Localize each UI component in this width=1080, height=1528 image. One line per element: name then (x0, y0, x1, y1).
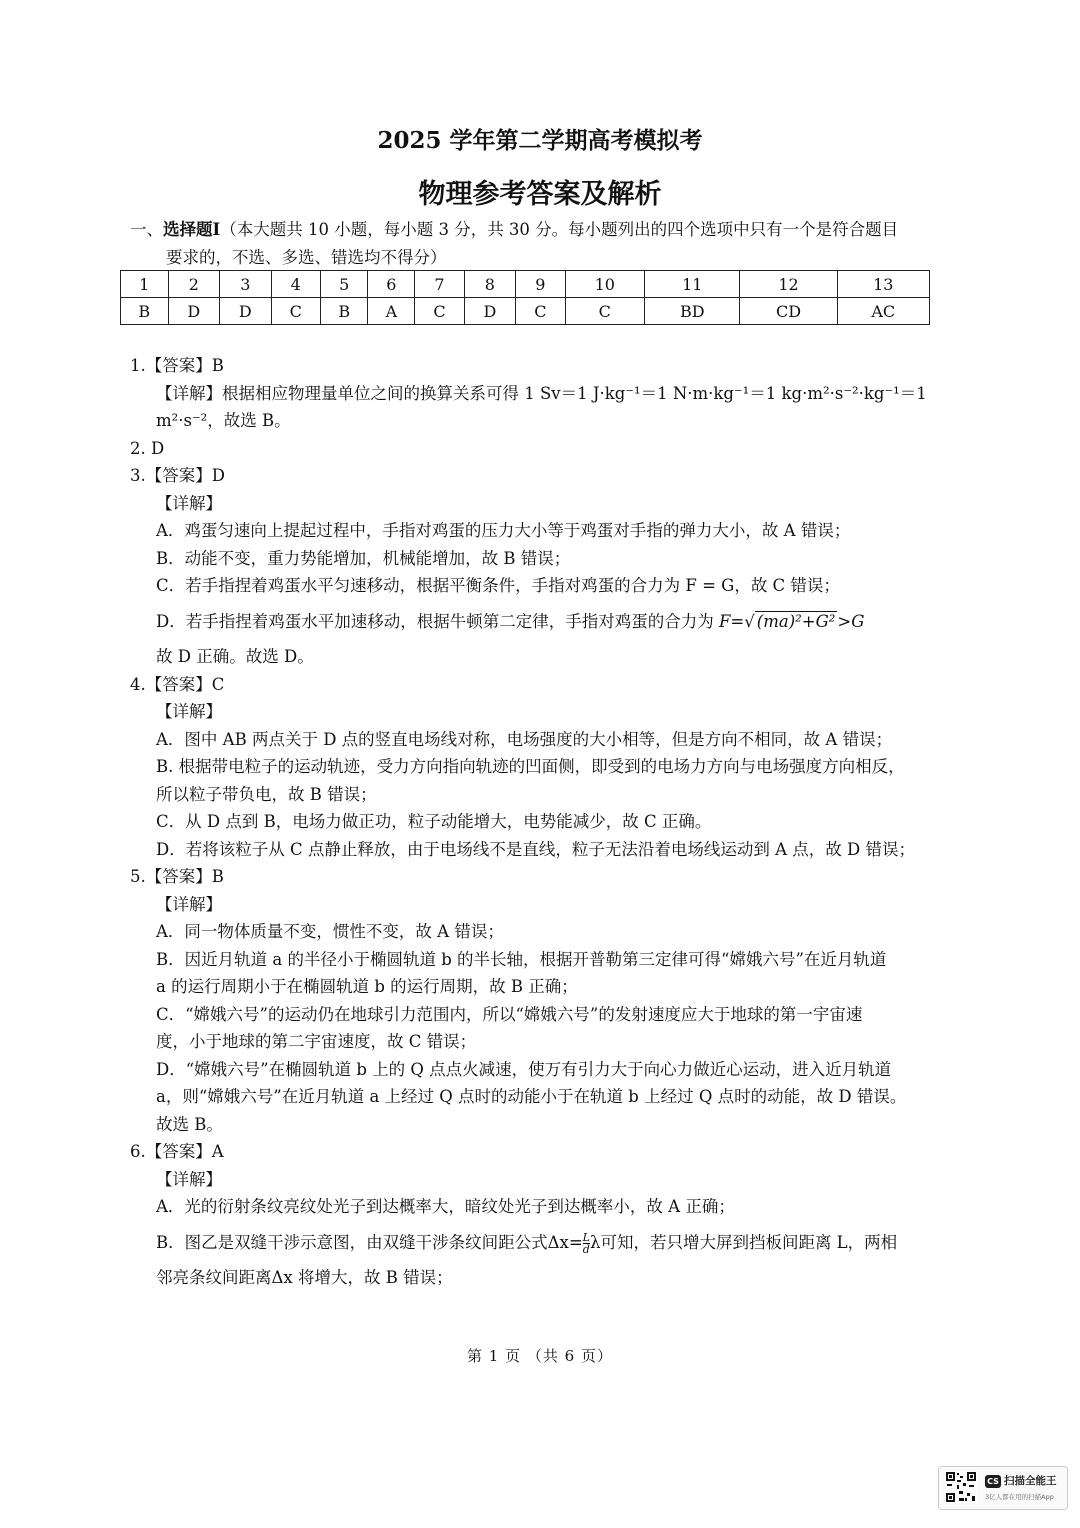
question-number-cell: 1 (121, 271, 169, 298)
q1-detail-line2: m²·s⁻²，故选 B。 (156, 411, 291, 430)
scanner-watermark (938, 1466, 1068, 1510)
scanner-logo-icon: CS (985, 1475, 1001, 1488)
answer-cell: C (565, 298, 645, 325)
fraction-denominator: d (582, 1242, 590, 1256)
question-number-cell: 6 (368, 271, 415, 298)
q5-conclusion: 故选 B。 (156, 1114, 223, 1134)
formula-root: (ma)²+G² (756, 611, 836, 631)
question-number-cell: 9 (516, 271, 565, 298)
question-number-cell: 7 (415, 271, 464, 298)
page-footer: 第 1 页 （共 6 页） (467, 1347, 613, 1365)
scanner-app-name: 扫描全能王 (1004, 1475, 1057, 1487)
question-number-cell: 13 (837, 271, 929, 298)
q6-option-b-post: λ可知，若只增大屏到挡板间距离 L，两相 (589, 1232, 898, 1252)
fraction-numerator: L (582, 1230, 590, 1244)
q5-option-c-line1: C．“嫦娥六号”的运动仍在地球引力范围内，所以“嫦娥六号”的发射速度应大于地球的第一宇宙速 (156, 1004, 863, 1024)
question-number-cell: 10 (565, 271, 645, 298)
answer-cell: C (271, 298, 320, 325)
q5-detail-label: 【详解】 (156, 894, 222, 914)
question-number-cell: 8 (464, 271, 516, 298)
q3-option-a: A．鸡蛋匀速向上提起过程中，手指对鸡蛋的压力大小等于鸡蛋对手指的弹力大小，故 A 错误； (156, 521, 851, 540)
scanner-tagline: 3亿人都在用的扫描App (985, 1493, 1054, 1501)
formula-fraction (583, 1232, 590, 1255)
q1-detail-line1: 【详解】根据相应物理量单位之间的换算关系可得 1 Sv＝1 J·kg⁻¹＝1 N·m·kg⁻¹＝1 kg·m²·s⁻²·kg⁻¹＝1 (156, 383, 927, 403)
q6-answer: 6.【答案】A (130, 1142, 224, 1161)
q6-detail-label: 【详解】 (156, 1169, 222, 1189)
q1-answer: 1.【答案】B (130, 356, 224, 375)
q3-option-d: D．若手指捏着鸡蛋水平加速移动，根据牛顿第二定律，手指对鸡蛋的合力为 F=√ (ma)²+G² >G (156, 611, 865, 631)
q6-option-a: A．光的衍射条纹亮纹处光子到达概率大，暗纹处光子到达概率小，故 A 正确； (156, 1197, 735, 1216)
q3-option-b: B．动能不变，重力势能增加，机械能增加，故 B 错误； (156, 548, 571, 568)
q5-option-c-line2: 度，小于地球的第二宇宙速度，故 C 错误； (156, 1032, 477, 1051)
question-number-cell: 4 (271, 271, 320, 298)
answer-cell: B (121, 298, 169, 325)
answer-cell: AC (837, 298, 929, 325)
answer-cell: CD (740, 298, 837, 325)
answer-cell: C (415, 298, 464, 325)
q4-option-c: C．从 D 点到 B，电场力做正功，粒子动能增大，电势能减少，故 C 正确。 (156, 812, 712, 831)
q6-option-b-line2: 邻亮条纹间距离Δx 将增大，故 B 错误； (156, 1268, 453, 1287)
section-desc-line2: 要求的，不选、多选、错选均不得分） (166, 248, 447, 267)
section-number: 一、 (130, 220, 163, 239)
q6-option-b-line1 (130, 1229, 950, 1257)
question-number-cell: 12 (740, 271, 837, 298)
q4-option-a: A．图中 AB 两点关于 D 点的竖直电场线对称，电场强度的大小相等，但是方向不相同，故 A 错误； (156, 729, 893, 749)
q3-option-d-text: D．若手指捏着鸡蛋水平加速移动，根据牛顿第二定律，手指对鸡蛋的合力为 (156, 611, 719, 631)
q2-answer: 2. D (130, 438, 165, 458)
q3-answer: 3.【答案】D (130, 466, 225, 485)
answer-cell: D (220, 298, 272, 325)
q3-conclusion: 故 D 正确。故选 D。 (156, 647, 314, 666)
q5-option-d-line1: D．“嫦娥六号”在椭圆轨道 b 上的 Q 点点火减速，使万有引力大于向心力做近心运动，进入近月轨道 (156, 1059, 892, 1079)
q4-option-b-line2: 所以粒子带负电，故 B 错误； (156, 784, 377, 804)
qr-code-icon (945, 1471, 977, 1503)
answer-cell: BD (645, 298, 740, 325)
question-number-cell: 2 (168, 271, 220, 298)
answer-table-number-row (121, 271, 930, 298)
q6-option-b-pre: B．图乙是双缝干涉示意图，由双缝干涉条纹间距公式Δx= (156, 1232, 583, 1252)
document-subtitle: 物理参考答案及解析 (418, 179, 662, 210)
q4-answer: 4.【答案】C (130, 674, 225, 694)
q3-option-c: C．若手指捏着鸡蛋水平匀速移动，根据平衡条件，手指对鸡蛋的合力为 F = G，故 C 错误； (156, 576, 840, 595)
section-header (130, 216, 960, 272)
answer-cell: B (320, 298, 368, 325)
answer-cell: D (168, 298, 220, 325)
q4-option-b-line1: B. 根据带电粒子的运动轨迹，受力方向指向轨迹的凹面侧，即受到的电场力方向与电场强度方向相反， (156, 757, 905, 776)
question-number-cell: 3 (220, 271, 272, 298)
exam-title: 2025 学年第二学期高考模拟考 (377, 127, 703, 154)
answer-cell: A (368, 298, 415, 325)
question-number-cell: 5 (320, 271, 368, 298)
q5-option-b-line1: B．因近月轨道 a 的半径小于椭圆轨道 b 的半长轴，根据开普勒第三定律可得“嫦娥六号”在近月轨道 (156, 949, 887, 969)
answer-table (120, 270, 930, 325)
q5-option-b-line2: a 的运行周期小于在椭圆轨道 b 的运行周期，故 B 正确； (156, 977, 578, 996)
question-number-cell: 11 (645, 271, 740, 298)
q4-detail-label: 【详解】 (156, 702, 222, 721)
formula-f: F= (718, 611, 745, 631)
answer-cell: D (464, 298, 516, 325)
q5-answer: 5.【答案】B (130, 867, 224, 886)
solutions-body (130, 352, 950, 1292)
section-desc-line1: （本大题共 10 小题，每小题 3 分，共 30 分。每小题列出的四个选项中只有一个是符合题目 (220, 220, 899, 239)
answer-table-answer-row (121, 298, 930, 325)
answer-cell: C (516, 298, 565, 325)
q3-detail-label: 【详解】 (156, 493, 222, 513)
q5-option-a: A．同一物体质量不变，惯性不变，故 A 错误； (156, 922, 504, 941)
q5-option-d-line2: a，则“嫦娥六号”在近月轨道 a 上经过 Q 点时的动能小于在轨道 b 上经过 Q 点时的动能，故 D 错误。 (156, 1087, 907, 1106)
q4-option-d: D．若将该粒子从 C 点静止释放，由于电场线不是直线，粒子无法沿着电场线运动到 A 点，故 D 错误； (156, 839, 915, 859)
section-name: 选择题Ⅰ (163, 220, 221, 239)
formula-tail: >G (837, 611, 865, 631)
